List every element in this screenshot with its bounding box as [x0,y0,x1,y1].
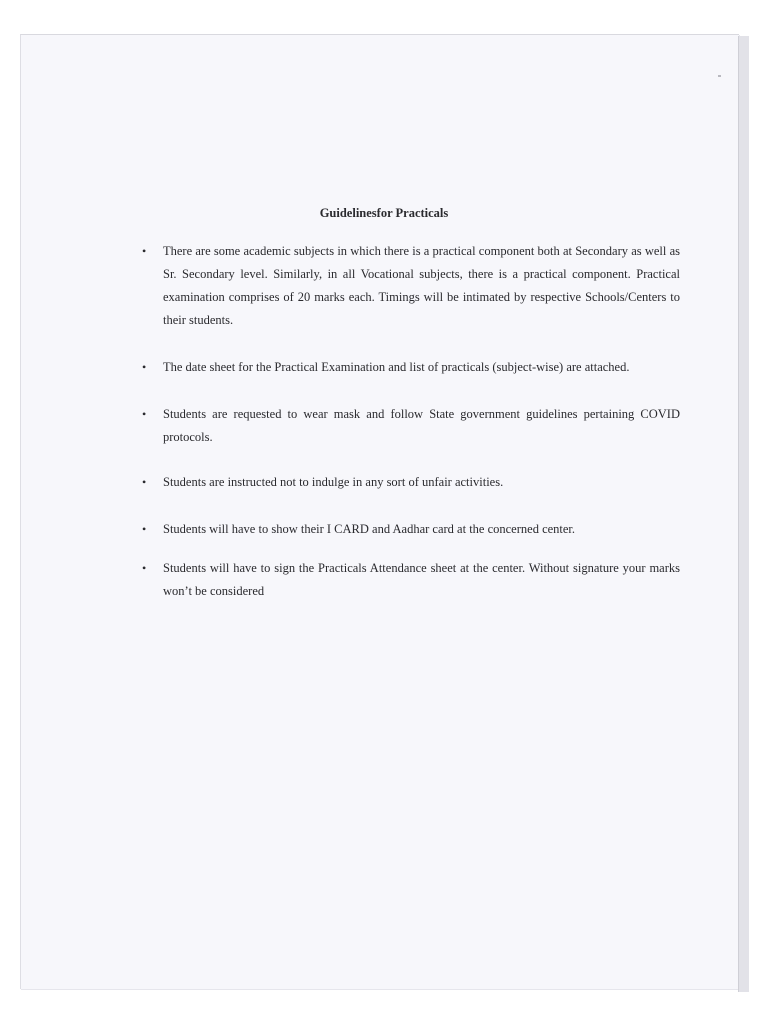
bullet-icon: • [142,475,147,489]
guideline-item-practical-component [140,240,680,332]
guideline-item-attendance-sheet [140,557,680,603]
bullet-icon: • [142,360,147,374]
guideline-item-id-cards [140,518,680,541]
document-title: Guidelinesfor Practicals [319,206,449,220]
guideline-text: Students will have to show their I CARD and Aadhar card at the concerned center. [163,522,576,536]
guideline-item-covid-protocols [140,403,680,449]
paper-edge-shadow [738,36,749,992]
guideline-text: There are some academic subjects in which there is a practical component both at Secondary as well as Sr. Secondary level. Similarly, in all Vocational subjects, there is a practical component. Practical examination comprises of 20 marks each. Timings will be intimated by respective Schools/Centers to their students. [163,244,680,327]
bullet-icon: • [142,407,147,421]
bullet-icon: • [142,522,147,536]
guideline-item-unfair-activities [140,471,680,494]
guideline-text: Students will have to sign the Practicals Attendance sheet at the center. Without signature your marks won’t be considered [163,561,680,598]
bullet-icon: • [142,561,147,575]
guideline-text: Students are requested to wear mask and follow State government guidelines pertaining COVID protocols. [163,407,680,444]
guideline-text: Students are instructed not to indulge in any sort of unfair activities. [163,475,504,489]
guideline-item-date-sheet [140,356,680,379]
guidelines-list [140,240,680,603]
guideline-text: The date sheet for the Practical Examination and list of practicals (subject-wise) are attached. [163,360,630,374]
bullet-icon: • [142,244,147,258]
scan-speck [718,75,721,77]
